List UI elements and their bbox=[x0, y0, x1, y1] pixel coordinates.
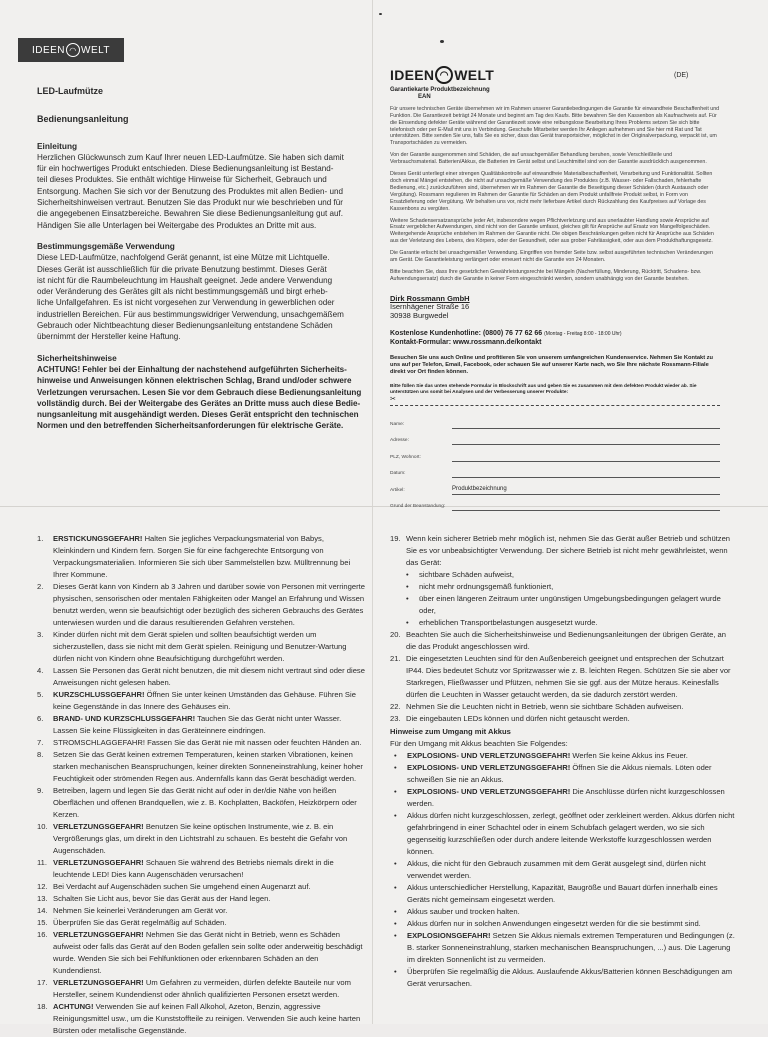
bullet-item bbox=[390, 810, 735, 858]
bullet-body: Akkus, die nicht für den Gebrauch zusammen mit dem Gerät ausgelegt sind, dürfen nicht verwendet werden. bbox=[407, 859, 706, 880]
hazard-label: EXPLOSIONS- UND VERLETZUNGSGEFAHR! bbox=[407, 751, 571, 760]
item-text bbox=[53, 689, 367, 713]
body-line: Händigen Sie alle Unterlagen bei Weitergabe des Produktes an Dritte mit aus. bbox=[37, 220, 317, 230]
card-header-ean: EAN bbox=[418, 93, 431, 100]
scan-speck bbox=[440, 40, 444, 43]
item-text bbox=[53, 533, 367, 581]
item-number: 9. bbox=[37, 786, 44, 795]
warranty-terms bbox=[390, 106, 720, 283]
item-text: Beachten Sie auch die Sicherheitshinweise und Bedienungsanleitungen der übrigen Geräte, an die das Produkt angeschlossen wird. bbox=[406, 630, 727, 651]
body-line: die angegebenen Einsatzbereiche. Bewahren Sie diese Bedienungsanleitung gut auf. bbox=[37, 209, 343, 219]
list-item bbox=[390, 653, 735, 701]
bullet-item bbox=[390, 569, 735, 581]
item-number: 7. bbox=[37, 738, 44, 747]
body-line: Entsorgung. Machen Sie sich vor der Benutzung des Produktes mit allen Bedien- und bbox=[37, 186, 343, 196]
company-address bbox=[390, 295, 720, 321]
list-item bbox=[37, 737, 367, 749]
list-item bbox=[37, 581, 367, 629]
section-heading: Sicherheitshinweise bbox=[37, 352, 117, 363]
form-row bbox=[390, 462, 720, 479]
terms-paragraph: Weitere Schadensersatzansprüche jeder Art, insbesondere wegen Pflichtverletzung und aus unerlaubter Handlung sowie Ansprüche auf Ersatz vergeblicher Aufwendungen, sind nicht von der Garantie umfasst, gleiches gilt für Ansprüche auf Ersatz von Mangelfolgeschäden. Weitergehende Ansprüche entstehen im Rahmen der Garantie nicht. Die obigen Beschränkungen gelten nicht für Ansprüche aus Schäden aus der Verletzung des Lebens, des Körpers, oder der Gesundheit, oder aus grober Fahrlässigkeit, oder aus dem Produkthaftungsgesetz. bbox=[390, 217, 714, 245]
online-service-note: Besuchen Sie uns auch Online und profitieren Sie von unserem umfangreichen Kundenservice. Nehmen Sie Kontakt zu uns auf per Telefon, Email, Facebook, oder schauen Sie auf unserer Karte nach, wo Sie Ihre nächste Rossmann-Filiale direkt vor Ort finden können. bbox=[390, 355, 713, 376]
body-line: teil dieses Produktes. Sie enthält wichtige Hinweise für Sicherheit, Gebrauch und bbox=[37, 175, 327, 185]
bullet-item bbox=[390, 906, 735, 918]
list-item bbox=[390, 629, 735, 653]
terms-paragraph: Für unsere technischen Geräte übernehmen wir im Rahmen unserer Garantiebedingungen die Garantie für einwandfreie Beschaffenheit und Funktion. Die Garantiezeit beträgt 24 Monate und beginnt am Tag des Kaufs. Bitte bewahren Sie den Kassenbon als Kaufnachweis auf. Für die Einsendung defekter Geräte während der Garantiezeit sowie eine reibungslose Bearbeitung Ihres Problems setzen Sie sich bitte telefonisch oder per E-Mail mit uns in Verbindung. Geschulte Mitarbeiter werden Ihr Anliegen aufnehmen und Sie hier mit Rat und Tat unterstützen. Bitte senden Sie uns, falls Sie es sicher, dass das Gerät transportsicher, möglichst in der Originalverpackung, verpackt ist, um Transportschäden zu vermeiden. bbox=[390, 105, 720, 147]
list-item bbox=[37, 713, 367, 737]
item-body: Lassen Sie Personen das Gerät nicht benutzen, die mit diesem nicht vertraut sind oder diese Anweisungen nicht gelesen haben. bbox=[53, 666, 365, 687]
hotline-block bbox=[390, 330, 720, 347]
list-item bbox=[390, 533, 735, 569]
body-line: übernimmt der Hersteller keine Haftung. bbox=[37, 332, 181, 342]
bullet-text bbox=[407, 930, 735, 966]
item-text bbox=[53, 905, 367, 917]
akku-heading: Hinweise zum Umgang mit Akkus bbox=[390, 727, 511, 736]
globe-icon: ◠ bbox=[66, 43, 80, 57]
bullet-text: sichtbare Schäden aufweist, bbox=[419, 570, 514, 579]
safety-list-right bbox=[390, 533, 735, 990]
item-text bbox=[53, 917, 367, 929]
bullet-body: Akkus dürfen nur in solchen Anwendungen eingesetzt werden für die sie bestimmt sind. bbox=[407, 919, 701, 928]
hazard-label: BRAND- UND KURZSCHLUSSGEFAHR! bbox=[53, 714, 196, 723]
bullet-icon: • bbox=[406, 594, 409, 603]
bullet-item bbox=[390, 930, 735, 966]
list-item bbox=[37, 749, 367, 785]
warning-line: Normen und den betreffenden Sicherheitsanforderungen für elektrische Geräte. bbox=[37, 421, 344, 431]
body-line: Herzlichen Glückwunsch zum Kauf Ihrer neuen LED-Laufmütze. Sie haben sich damit bbox=[37, 152, 344, 162]
item-text bbox=[53, 629, 367, 665]
form-field[interactable]: Produktbezeichnung bbox=[452, 486, 720, 495]
item-text bbox=[53, 749, 367, 785]
item-text bbox=[53, 821, 367, 857]
item-text: Nehmen Sie die Leuchten nicht in Betrieb, wenn sie sichtbare Schäden aufweisen. bbox=[406, 702, 684, 711]
contact-form-link[interactable]: Kontakt-Formular: www.rossmann.de/kontakt bbox=[390, 338, 542, 346]
bullet-text bbox=[407, 810, 735, 858]
bullet-item bbox=[390, 882, 735, 906]
item-number: 15. bbox=[37, 918, 48, 927]
hazard-label: EXPLOSIONSGEFAHR! bbox=[407, 931, 491, 940]
logo-word-right: WELT bbox=[454, 67, 495, 83]
company-street: Isernhägener Straße 16 bbox=[390, 302, 470, 312]
item-text bbox=[53, 785, 367, 821]
logo-word-left: IDEEN bbox=[31, 44, 65, 56]
body-line: Diese LED-Laufmütze, nachfolgend Gerät genannt, ist eine Mütze mit Lichtquelle. bbox=[37, 253, 330, 263]
list-item bbox=[37, 629, 367, 665]
item-body: Verwenden Sie auf keinen Fall Alkohol, Azeton, Benzin, aggressive Reinigungsmittel usw., um die Kunststoffteile zu reinigen. Verwenden Sie auch keine harten Bürsten oder metallische Gegenstände. bbox=[53, 1002, 361, 1035]
bullet-text bbox=[407, 906, 520, 918]
bullet-text bbox=[407, 786, 735, 810]
item-number: 23. bbox=[390, 714, 401, 723]
terms-paragraph: Die Garantie erlischt bei unsachgemäßer Verwendung. Eingriffen von fremder Seite bzw. selbst ausgeführten technischen Veränderungen am Gerät. Die Garantieleistung verlängert oder erneuert nicht die Garantie von 24 Monaten. bbox=[390, 250, 713, 264]
item-body: Halten Sie jegliches Verpackungsmaterial von Babys, Kleinkindern und Kindern fern. Sorgen Sie für eine fachgerechte Entsorgung von Verpackungsmaterialien. Informieren Sie sich über Sammelstellen bzw. Mülltrennung bei Ihrer Kommune. bbox=[53, 534, 351, 579]
bullet-body: Öffnen Sie die Akkus niemals. Löten oder schweißen Sie nie an Akkus. bbox=[407, 763, 712, 784]
bullet-icon: • bbox=[394, 907, 397, 916]
form-row bbox=[390, 495, 720, 512]
item-number: 3. bbox=[37, 630, 44, 639]
body-line: industriellen Bereichen. Für aus bestimmungswidriger Verwendung, unsachgemäßem bbox=[37, 309, 344, 319]
bullet-text bbox=[407, 750, 688, 762]
item-text bbox=[53, 713, 367, 737]
bullet-icon: • bbox=[394, 751, 397, 760]
scissors-icon: ✂ bbox=[390, 397, 720, 406]
item-body: Tauchen Sie das Gerät nicht unter Wasser. Lassen Sie keine Flüssigkeiten in das Geräteinnere eindringen. bbox=[53, 714, 342, 735]
bullet-text: nicht mehr ordnungsgemäß funktioniert, bbox=[419, 582, 554, 591]
hazard-label: ACHTUNG! bbox=[53, 1002, 94, 1011]
list-item bbox=[37, 905, 367, 917]
form-row bbox=[390, 412, 720, 429]
item-body: Betreiben, lagern und legen Sie das Gerät nicht auf oder in der/die Nähe von heißen Oberflächen und offenen Brandquellen, wie z. B. Kochplatten, Backöfen, Heizkörpern oder Kerzen. bbox=[53, 786, 357, 819]
list-item bbox=[37, 857, 367, 881]
logo-word-left: IDEEN bbox=[390, 67, 435, 83]
item-text bbox=[53, 977, 367, 1001]
warranty-card bbox=[390, 87, 720, 511]
bullet-item bbox=[390, 762, 735, 786]
warning-line: nungsanleitung mit ausgehändigt werden. Dieses Gerät entspricht den technischen bbox=[37, 410, 359, 420]
bullet-item bbox=[390, 918, 735, 930]
item-body: Um Gefahren zu vermeiden, dürfen defekte Bauteile nur vom Hersteller, seinem Kundendienst oder ähnlich qualifizierten Personen ersetzt werden. bbox=[53, 978, 351, 999]
bullet-text bbox=[407, 858, 735, 882]
list-item bbox=[37, 977, 367, 1001]
bullet-item bbox=[390, 786, 735, 810]
item-number: 6. bbox=[37, 714, 44, 723]
body-line: ist nicht für die Raumbeleuchtung im Haushalt geeignet. Jede andere Verwendung bbox=[37, 275, 333, 285]
bullet-text: über einen längeren Zeitraum unter ungünstigen Umgebungsbedingungen gelagert wurde oder, bbox=[419, 594, 721, 615]
list-item bbox=[37, 893, 367, 905]
item-number: 8. bbox=[37, 750, 44, 759]
item-text bbox=[53, 929, 367, 977]
item-number: 16. bbox=[37, 930, 48, 939]
hazard-label: EXPLOSIONS- UND VERLETZUNGSGEFAHR! bbox=[407, 763, 571, 772]
bullet-icon: • bbox=[406, 570, 409, 579]
hotline-hours: (Montag - Freitag 8:00 - 18:00 Uhr) bbox=[544, 331, 622, 338]
hazard-label: KURZSCHLUSSGEFAHR! bbox=[53, 690, 145, 699]
item-body: Bei Verdacht auf Augenschäden suchen Sie umgehend einen Augenarzt auf. bbox=[53, 882, 311, 891]
country-tag: (DE) bbox=[674, 72, 689, 79]
item-body: Kinder dürfen nicht mit dem Gerät spielen und sollten beaufsichtigt werden um sicherzustellen, dass sie nicht mit dem Gerät spielen. Reinigung und Benutzer-Wartung dürfen nicht von Kindern ohne Beaufsichtigung durchgeführt werden. bbox=[53, 630, 347, 663]
form-field[interactable] bbox=[452, 436, 720, 445]
bullet-body: Akkus dürfen nicht kurzgeschlossen, zerlegt, geöffnet oder zerkleinert werden. Akkus dürfen nicht gefahrbringend in einer Schachtel oder in einem Schubfach gelagert werden, wo sie sich gegenseitig kurzschließen oder durch andere leitende Werkstoffe kurzgeschlossen werden können. bbox=[407, 811, 735, 856]
item-number: 10. bbox=[37, 822, 48, 831]
logo-word-right: WELT bbox=[81, 44, 111, 56]
bullet-item bbox=[390, 858, 735, 882]
bullet-icon: • bbox=[394, 811, 397, 820]
item-body: Nehmen Sie das Gerät nicht in Betrieb, wenn es Schäden aufweist oder falls das Gerät auf den Boden gefallen sein sollte oder anderweitig beschädigt wurde. Wenden Sie sich bei Fehlfunktionen oder erkennbaren Schäden an den Kundendienst. bbox=[53, 930, 363, 975]
list-item bbox=[37, 929, 367, 977]
section-heading: Einleitung bbox=[37, 140, 78, 151]
bullet-item bbox=[390, 750, 735, 762]
bullet-body: Werfen Sie keine Akkus ins Feuer. bbox=[570, 751, 688, 760]
bullet-icon: • bbox=[406, 618, 409, 627]
item-number: 18. bbox=[37, 1002, 48, 1011]
item-number: 19. bbox=[390, 534, 401, 543]
hazard-label: ERSTICKUNGSGEFAHR! bbox=[53, 534, 143, 543]
intro-sections bbox=[37, 141, 362, 432]
manual-intro-column bbox=[37, 86, 362, 432]
item-text: Die eingebauten LEDs können und dürfen nicht getauscht werden. bbox=[406, 714, 630, 723]
item-number: 11. bbox=[37, 858, 47, 867]
form-field[interactable] bbox=[452, 453, 720, 462]
bullet-icon: • bbox=[394, 787, 397, 796]
warning-line: ACHTUNG! Fehler bei der Einhaltung der nachstehend aufgeführten Sicherheits- bbox=[37, 364, 347, 374]
body-line: Gebrauch oder Nichtbeachtung dieser Bedienungsanleitung entstandene Schäden bbox=[37, 321, 333, 331]
list-item bbox=[37, 881, 367, 893]
body-line: oder Veränderung des Gerätes gilt als nicht bestimmungsgemäß und birgt erheb- bbox=[37, 287, 328, 297]
bullet-text bbox=[407, 918, 701, 930]
item-number: 14. bbox=[37, 906, 48, 915]
bullet-icon: • bbox=[406, 582, 409, 591]
globe-icon: ◠ bbox=[435, 66, 453, 84]
item-number: 17. bbox=[37, 978, 48, 987]
form-label: Adresse: bbox=[390, 438, 409, 444]
bullet-icon: • bbox=[394, 859, 397, 868]
item-text: Wenn kein sicherer Betrieb mehr möglich ist, nehmen Sie das Gerät außer Betrieb und schützen Sie es vor unbeabsichtigter Verwendung. Der sichere Betrieb ist nicht mehr gewährleistet, wenn das Gerät: bbox=[406, 534, 731, 567]
item-number: 20. bbox=[390, 630, 401, 639]
item-text bbox=[53, 1001, 367, 1037]
bullet-icon: • bbox=[394, 883, 397, 892]
form-label: Artikel: bbox=[390, 487, 405, 493]
bullet-item bbox=[390, 966, 735, 990]
section-heading: Bestimmungsgemäße Verwendung bbox=[37, 240, 175, 251]
body-line: für ein hochwertiges Produkt entschieden. Diese Bedienungsanleitung ist Bestand- bbox=[37, 164, 334, 174]
bullet-body: Die Anschlüsse dürfen nicht kurzgeschlossen werden. bbox=[407, 787, 725, 808]
hazard-label: VERLETZUNGSGEFAHR! bbox=[53, 978, 144, 987]
list-item bbox=[390, 713, 735, 725]
item-body: Benutzen Sie keine optischen Instrumente, wie z. B. ein Vergrößerungs glas, um direkt in den Lichtstrahl zu schauen. Es besteht die Gefahr von Augenschäden. bbox=[53, 822, 348, 855]
bullet-text bbox=[407, 966, 735, 990]
brand-logo-card bbox=[390, 66, 494, 84]
form-row bbox=[390, 478, 720, 495]
item-text: Die eingesetzten Leuchten sind für den Außenbereich geeignet und entsprechen der Schutzart IP44. Dies bedeutet Schutz vor Spritzwasser wie z. B. leichten Regen. Schützen Sie sie aber vor Starkregen, Fließwasser und Pfützen, nehmen Sie sie ggf. aus der Mütze heraus. Keinesfalls dürfen die Leuchten in Wasser getaucht werden, da sie dadurch zerstört werden. bbox=[406, 654, 731, 699]
warning-line: Verletzungen verursachen. Lesen Sie vor dem Gebrauch diese Bedienungsanleitung bbox=[37, 387, 362, 397]
terms-paragraph: Bitte beachten Sie, dass Ihre gesetzlichen Gewährleistungsrechte bei Mängeln (Nacherfüllung, Minderung, Rücktritt, Schadens- bzw. Aufwendungsersatz) durch die Garantie in keiner Form eingeschränkt werden, sondern unabhängig von der Garantie bestehen. bbox=[390, 268, 702, 282]
item-body: Setzen Sie das Gerät keinen extremen Temperaturen, keinen starken Vibrationen, keinen starken mechanischen Beanspruchungen, keiner direkten Sonneneinstrahlung, keiner hoher Feuchtigkeit oder strömenden Regen aus. Andernfalls kann das Gerät beschädigt werden. bbox=[53, 750, 363, 783]
form-row bbox=[390, 429, 720, 446]
item-text bbox=[53, 881, 367, 893]
bullet-body: Setzen Sie Akkus niemals extremen Temperaturen und Bedingungen (z. B. starker Sonneneinstrahlung, starken mechanischen Beanspruchungen, ...) aus. Die Lagerung im direkten Sonnenlicht ist zu vermeiden. bbox=[407, 931, 735, 964]
bullet-icon: • bbox=[394, 967, 397, 976]
form-field[interactable] bbox=[452, 420, 720, 429]
item-number: 4. bbox=[37, 666, 44, 675]
terms-paragraph: Von der Garantie ausgenommen sind Schäden, die auf unsachgemäßer Behandlung beruhen, sowie Verschleißteile und Verbrauchsmaterial. Batterien/Akkus, die Batterien im Gerät selbst und Leuchtmittel sind von der Garantie ausdrücklich ausgenommen. bbox=[390, 152, 707, 166]
item-body: Überprüfen Sie das Gerät regelmäßig auf Schäden. bbox=[53, 918, 227, 927]
bullet-text: erheblichen Transportbelastungen ausgesetzt wurde. bbox=[419, 618, 598, 627]
company-name: Dirk Rossmann GmbH bbox=[390, 293, 470, 303]
hotline-number: Kostenlose Kundenhotline: (0800) 76 77 62 66 bbox=[390, 330, 543, 338]
list-item bbox=[37, 665, 367, 689]
item-number: 22. bbox=[390, 702, 401, 711]
bullet-body: Überprüfen Sie regelmäßig die Akkus. Auslaufende Akkus/Batterien können Beschädigungen am Gerät verursachen. bbox=[407, 967, 733, 988]
item-number: 12. bbox=[37, 882, 48, 891]
cut-instruction: Bitte füllen Sie das unten stehende Formular in Blockschrift aus und geben Sie es zusammen mit dem defekten Produkt wieder ab. Sie unterstützen uns somit bei Analysen und der Verbesserung unserer Produkte: bbox=[390, 384, 697, 396]
bullet-icon: • bbox=[394, 919, 397, 928]
item-number: 2. bbox=[37, 582, 44, 591]
bullet-body: Akkus unterschiedlicher Herstellung, Kapazität, Baugröße und Bauart dürfen innerhalb eines Geräts nicht gemeinsam eingesetzt werden. bbox=[407, 883, 718, 904]
item-text bbox=[53, 893, 367, 905]
item-number: 13. bbox=[37, 894, 48, 903]
item-body: Nehmen Sie keinerlei Veränderungen am Gerät vor. bbox=[53, 906, 228, 915]
bullet-item bbox=[390, 593, 735, 617]
body-line: liche Unfallgefahren. Es ist nicht vorgesehen zur Verwendung in gewerblichen oder bbox=[37, 298, 335, 308]
safety-list-left bbox=[37, 533, 367, 1037]
item-text bbox=[53, 665, 367, 689]
item-body: STROMSCHLAGGEFAHR! Fassen Sie das Gerät nie mit nassen oder feuchten Händen an. bbox=[53, 738, 362, 747]
form-row bbox=[390, 445, 720, 462]
item-number: 21. bbox=[390, 654, 401, 663]
form-label: Name: bbox=[390, 421, 405, 427]
warning-line: hinweise und Anweisungen können elektrischen Schlag, Brand und/oder schwere bbox=[37, 376, 352, 386]
manual-subtitle: Bedienungsanleitung bbox=[37, 114, 129, 125]
hazard-label: VERLETZUNGSGEFAHR! bbox=[53, 930, 144, 939]
akku-intro: Für den Umgang mit Akkus beachten Sie Folgendes: bbox=[390, 739, 568, 748]
body-line: Dieses Gerät ist ausschließlich für die private Benutzung bestimmt. Dieses Gerät bbox=[37, 264, 327, 274]
hazard-label: VERLETZUNGSGEFAHR! bbox=[53, 858, 144, 867]
list-item bbox=[37, 821, 367, 857]
item-body: Schalten Sie Licht aus, bevor Sie das Gerät aus der Hand legen. bbox=[53, 894, 271, 903]
item-text bbox=[53, 581, 367, 629]
list-item bbox=[37, 785, 367, 821]
card-header-line: Garantiekarte Produktbezeichnung bbox=[390, 87, 490, 93]
bullet-body: Akkus sauber und trocken halten. bbox=[407, 907, 520, 916]
item-number: 5. bbox=[37, 690, 44, 699]
body-line: Sicherheitshinweisen vertraut. Benutzen Sie das Produkt nur wie beschrieben und für bbox=[37, 198, 343, 208]
complaint-form bbox=[390, 412, 720, 511]
fold-line-vertical bbox=[372, 0, 373, 1024]
bullet-icon: • bbox=[394, 931, 397, 940]
hazard-label: VERLETZUNGSGEFAHR! bbox=[53, 822, 144, 831]
item-body: Öffnen Sie unter keinen Umständen das Gehäuse. Führen Sie keine Gegenstände in das Innere des Gehäuses ein. bbox=[53, 690, 356, 711]
item-text bbox=[53, 737, 367, 749]
terms-paragraph: Dieses Gerät unterliegt einer strengen Qualitätskontrolle auf einwandfreie Materialbeschaffenheit, Verarbeitung und Funktionalität. Sollten doch einmal Mängel entstehen, die nicht auf unsachgemäße Verwendung des Produktes (z.B. Wasser- oder Fallschaden, fehlerhafte Bedienung, etc.) zurückzuführen sind, übernehmen wir im Rahmen der Garantie die Beseitigung dieser Schäden (durch Austausch oder Vergütung). Rossmann regulieren im Rahmen der Garantie für Schäden an dem Produkt unfallfreie Produkt selbst, in Form von Ersatzlieferung oder Vergütung. Wir behalten uns vor, nicht mehr lieferbare Artikel durch Rückzahlung des Kaufpreises auf Vorlage des Kassenbons zu vergüten. bbox=[390, 171, 713, 212]
list-item bbox=[37, 533, 367, 581]
form-label: Datum: bbox=[390, 471, 406, 477]
form-label: Grund der Beanstandung: bbox=[390, 504, 446, 510]
brand-logo bbox=[18, 38, 124, 62]
list-item bbox=[37, 1001, 367, 1037]
form-field[interactable] bbox=[452, 502, 720, 511]
bullet-item bbox=[390, 581, 735, 593]
list-item bbox=[37, 689, 367, 713]
form-label: PLZ, Wohnort: bbox=[390, 454, 421, 460]
list-item bbox=[37, 917, 367, 929]
bullet-item bbox=[390, 617, 735, 629]
item-text bbox=[53, 857, 367, 881]
item-body: Schauen Sie während des Betriebs niemals direkt in die leuchtende LED! Dies kann Augenschäden verursachen! bbox=[53, 858, 334, 879]
form-field[interactable] bbox=[452, 469, 720, 478]
scan-speck bbox=[379, 13, 382, 15]
company-city: 30938 Burgwedel bbox=[390, 310, 449, 320]
list-item bbox=[390, 701, 735, 713]
warning-line: vollständig durch. Bei der Weitergabe des Gerätes an Dritte muss auch diese Bedie- bbox=[37, 398, 361, 408]
bullet-text bbox=[407, 882, 735, 906]
bullet-text bbox=[407, 762, 735, 786]
product-title: LED-Laufmütze bbox=[37, 86, 103, 96]
item-number: 1. bbox=[37, 534, 44, 543]
hazard-label: EXPLOSIONS- UND VERLETZUNGSGEFAHR! bbox=[407, 787, 571, 796]
bullet-icon: • bbox=[394, 763, 397, 772]
item-body: Dieses Gerät kann von Kindern ab 3 Jahren und darüber sowie von Personen mit verringerte physischen, sensorischen oder mentalen Fähigkeiten oder Mangel an Erfahrung und Wissen benutzt werden, wenn sie beaufsichtigt oder bezüglich des sicheren Gebrauchs des Gerätes unterwiesen wurden und die daraus resultierenden Gefahren verstehen. bbox=[53, 582, 365, 627]
